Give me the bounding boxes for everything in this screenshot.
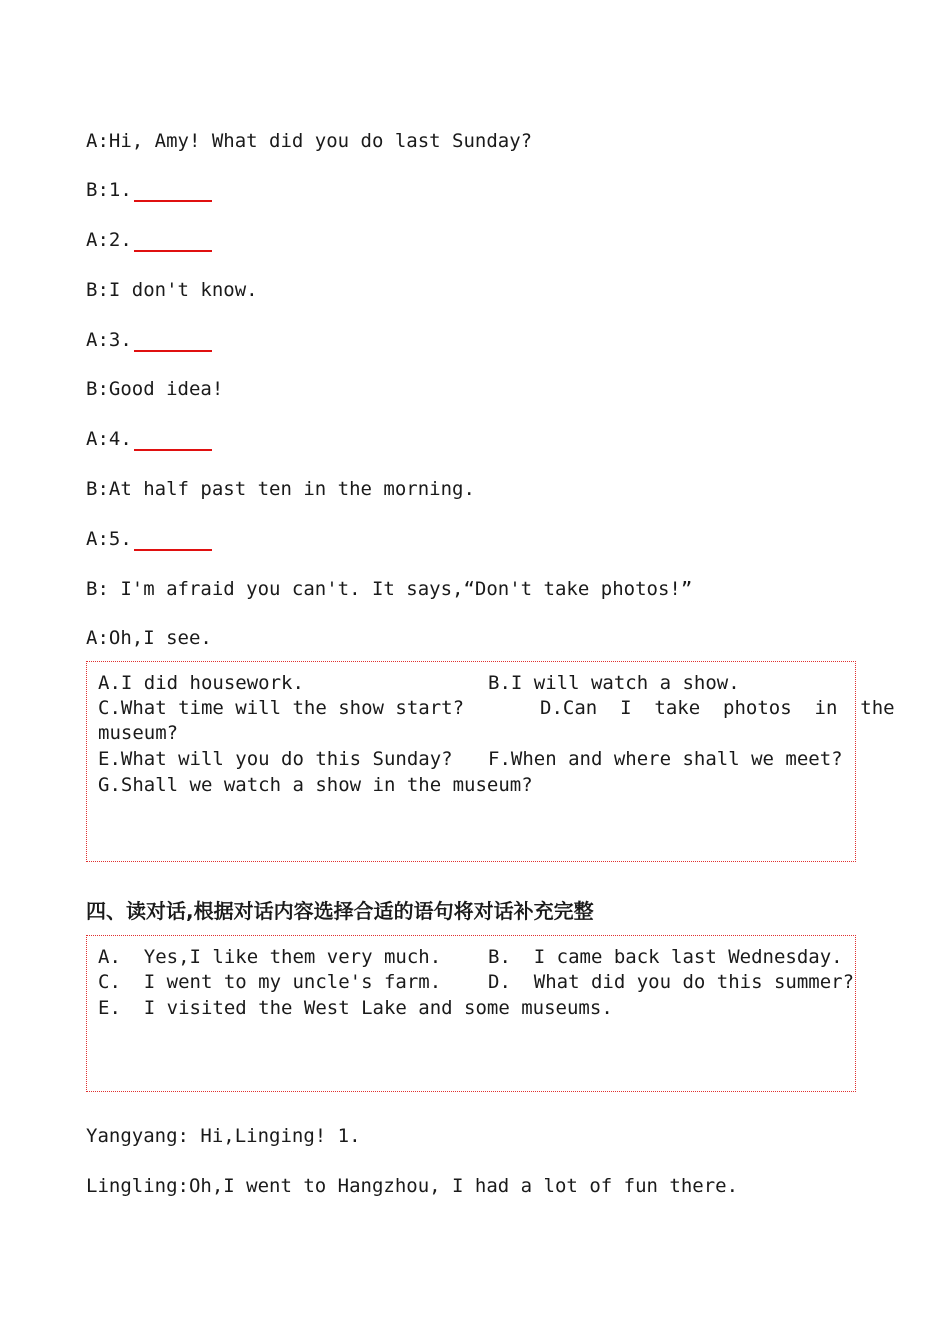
dialogue-line-1: A:Hi, Amy! What did you do last Sunday? <box>86 130 533 152</box>
answer-blank-2[interactable] <box>134 230 212 252</box>
section4-option-c: C. I went to my uncle's farm. <box>98 971 442 993</box>
option-c: C.What time will the show start? <box>98 697 465 719</box>
section4-dialogue-line-2: Lingling:Oh,I went to Hangzhou, I had a lot of fun there. <box>86 1175 739 1197</box>
dialogue-line-4: B:I don't know. <box>86 279 258 301</box>
answer-blank-5[interactable] <box>134 529 212 551</box>
options-box-2 <box>86 935 856 1092</box>
option-d-continued: museum? <box>98 722 179 744</box>
option-g: G.Shall we watch a show in the museum? <box>98 774 533 796</box>
option-b: B.I will watch a show. <box>488 672 740 694</box>
option-d: D.Can I take photos in the <box>540 697 895 719</box>
dialogue-line-7: A:4. <box>86 427 212 451</box>
section4-dialogue-line-1: Yangyang: Hi,Linging! 1. <box>86 1125 361 1147</box>
dialogue-line-10: B: I'm afraid you can't. It says,“Don't take photos!” <box>86 578 693 600</box>
section4-option-b: B. I came back last Wednesday. <box>488 946 843 968</box>
dialogue-line-2: B:1. <box>86 178 212 202</box>
section4-option-d: D. What did you do this summer? <box>488 971 855 993</box>
dialogue-line-6: B:Good idea! <box>86 378 224 400</box>
answer-blank-3[interactable] <box>134 330 212 352</box>
dialogue-line-8: B:At half past ten in the morning. <box>86 478 475 500</box>
answer-blank-4[interactable] <box>134 429 212 451</box>
option-e: E.What will you do this Sunday? <box>98 748 453 770</box>
section4-option-a: A. Yes,I like them very much. <box>98 946 442 968</box>
answer-blank-1[interactable] <box>134 180 212 202</box>
section4-option-e: E. I visited the West Lake and some museums. <box>98 997 613 1019</box>
section-4-heading: 四、读对话,根据对话内容选择合适的语句将对话补充完整 <box>86 899 594 923</box>
options-box-1 <box>86 661 895 862</box>
dialogue-line-11: A:Oh,I see. <box>86 627 212 649</box>
option-f: F.When and where shall we meet? <box>488 748 843 770</box>
option-a: A.I did housework. <box>98 672 304 694</box>
dialogue-line-5: A:3. <box>86 328 212 352</box>
dialogue-line-3: A:2. <box>86 228 212 252</box>
dialogue-line-9: A:5. <box>86 527 212 551</box>
